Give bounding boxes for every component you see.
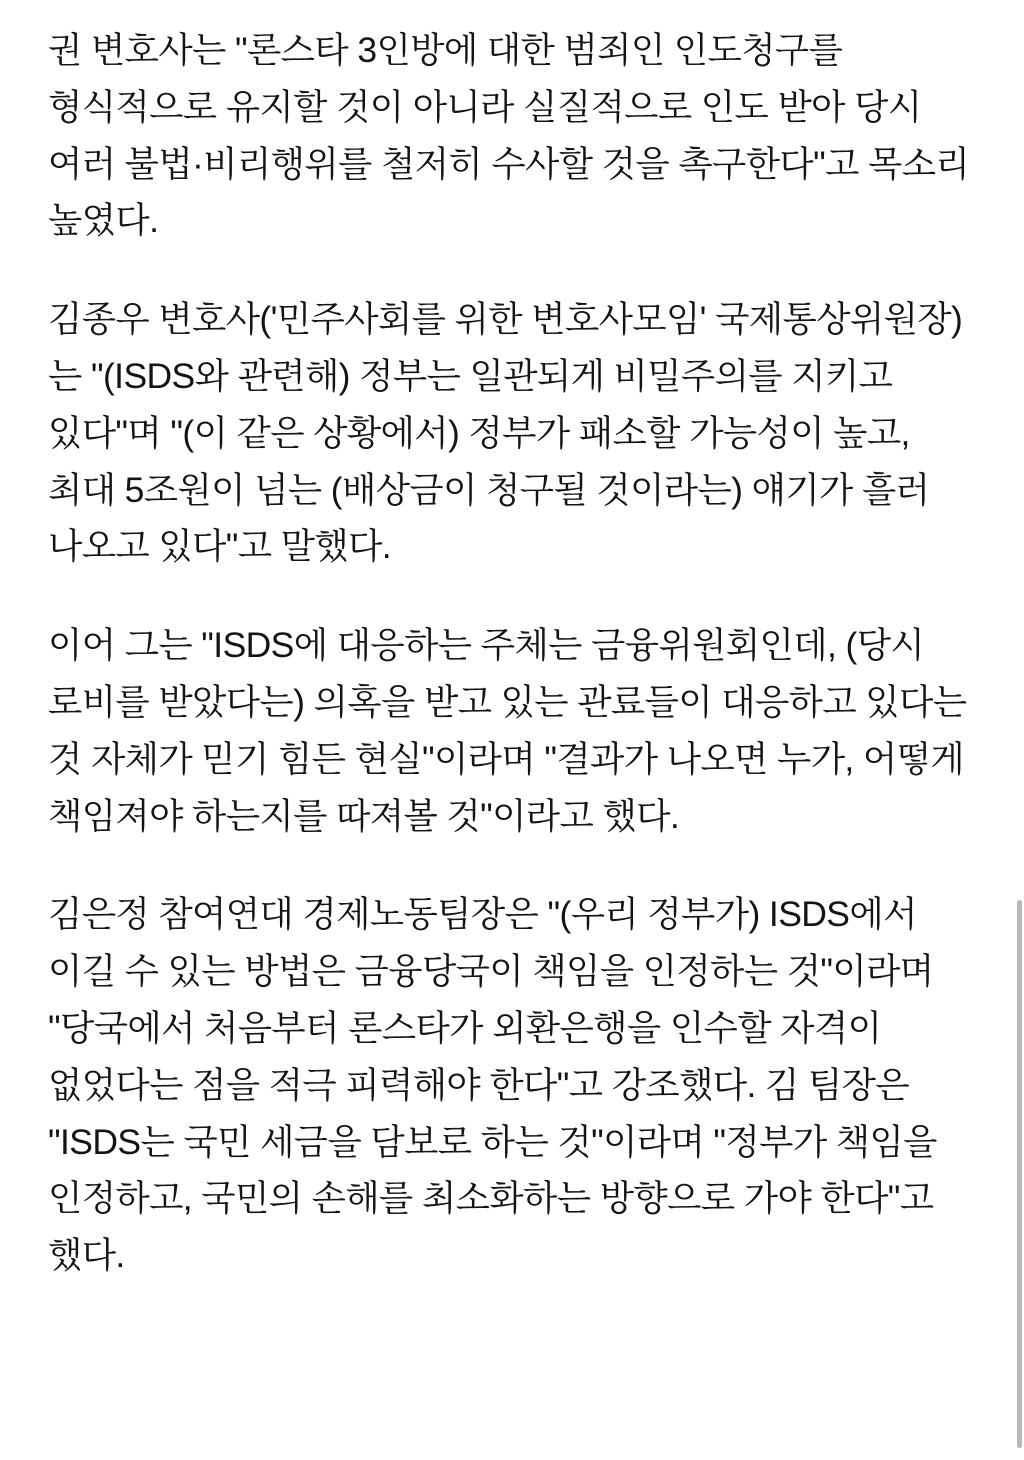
paragraph: 김종우 변호사('민주사회를 위한 변호사모임' 국제통상위원장)는 "(ISDS와 관련해) 정부는 일관되게 비밀주의를 지키고 있다"며 "(이 같은 상황에서) 정부가 패소할 가능성이 높고, 최대 5조원이 넘는 (배상금이 청구될 것이라는) 얘기가 흘러 나오고 있다"고 말했다.	[48, 299, 963, 567]
paragraph: 김은정 참여연대 경제노동팀장은 "(우리 정부가) ISDS에서 이길 수 있는 방법은 금융당국이 책임을 인정하는 것"이라며 "당국에서 처음부터 론스타가 외환은행을 인수할 자격이 없었다는 점을 적극 피력해야 한다"고 강조했다. 김 팀장은 "ISDS는 국민 세금을 담보로 하는 것"이라며 "정부가 책임을 인정하고, 국민의 손해를 최소화하는 방향으로 가야 한다"고 했다.	[48, 894, 937, 1276]
scrollbar-thumb[interactable]	[1017, 900, 1022, 1448]
paragraph: 이어 그는 "ISDS에 대응하는 주체는 금융위원회인데, (당시 로비를 받았다는) 의혹을 받고 있는 관료들이 대응하고 있다는 것 자체가 믿기 힘든 현실"이라며 "결과가 나오면 누가, 어떻게 책임져야 하는지를 따져볼 것"이라고 했다.	[48, 625, 967, 836]
paragraph: 권 변호사는 "론스타 3인방에 대한 범죄인 인도청구를 형식적으로 유지할 것이 아니라 실질적으로 인도 받아 당시 여러 불법·비리행위를 철저히 수사할 것을 촉구한다"고 목소리 높였다.	[48, 30, 970, 241]
vertical-scrollbar[interactable]	[1018, 0, 1024, 1460]
